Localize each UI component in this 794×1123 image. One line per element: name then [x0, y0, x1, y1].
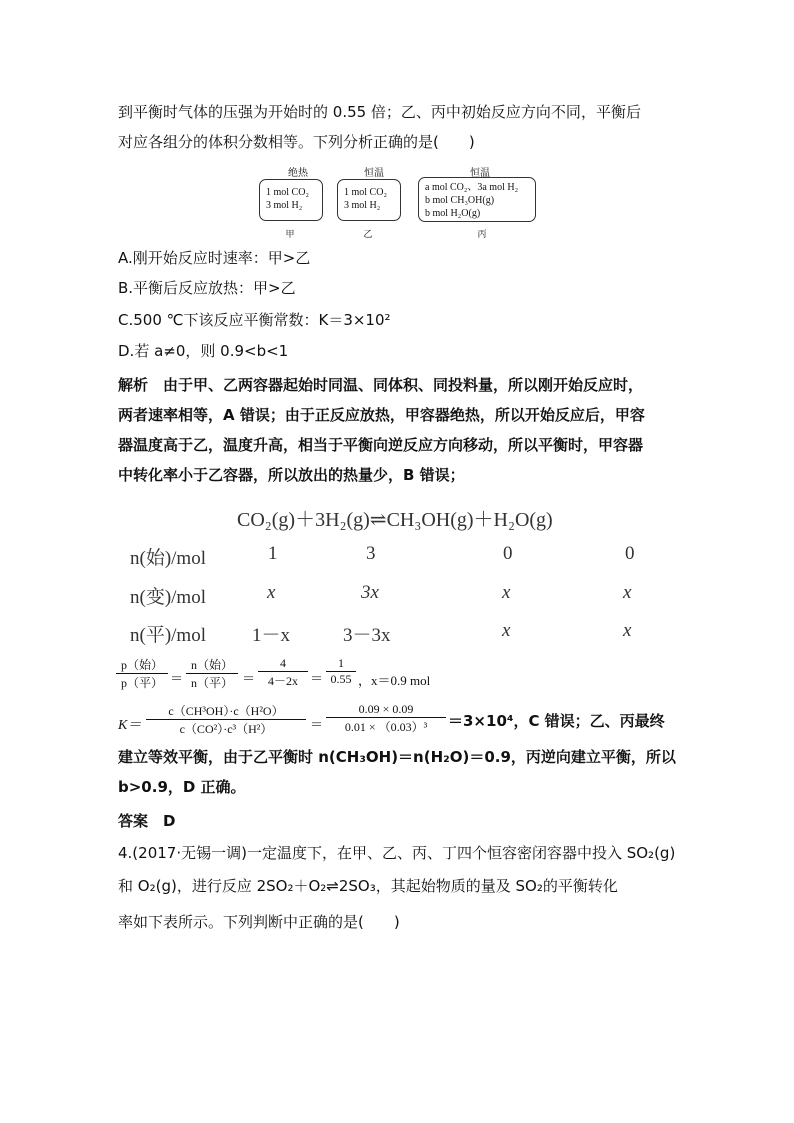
fraction-n: [186, 656, 238, 691]
equals-3: ＝: [310, 671, 324, 686]
option-a: A.刚开始反应时速率：甲>乙: [118, 249, 311, 267]
name-bing: 丙: [477, 230, 487, 240]
container-bing: [418, 177, 536, 222]
k-result: ＝3×10⁴，C 错误；乙、丙最终: [448, 712, 665, 730]
row-change-ch3oh: x: [502, 582, 511, 603]
equals-2: ＝: [242, 671, 256, 686]
row-start-label: n(始)/mol: [130, 548, 206, 569]
frac-055-den: 0.55: [330, 672, 352, 686]
question-4-line-1: 4.(2017·无锡一调)一定温度下，在甲、乙、丙、丁四个恒容密闭容器中投入 SO₂(g): [118, 844, 676, 862]
label-yi: 恒温: [364, 168, 384, 179]
container-yi: [337, 179, 401, 221]
row-change-h2: 3x: [361, 582, 379, 603]
row-eq-co2: 1－x: [252, 625, 291, 646]
fraction-4: [258, 656, 308, 689]
row-start-ch3oh: 0: [503, 543, 513, 564]
box-bing-line-2: b mol CH₃OH(g): [425, 195, 495, 206]
row-start-h2o: 0: [625, 543, 635, 564]
intro-line-1: 到平衡时气体的压强为开始时的 0.55 倍；乙、丙中初始反应方向不同，平衡后: [118, 103, 641, 121]
frac-4-den: 4－2x: [267, 674, 298, 688]
frac-p-num: p（始）: [116, 656, 168, 674]
fraction-055: [326, 656, 356, 687]
k-lead: K＝: [118, 718, 142, 733]
conclusion-line-1: 建立等效平衡，由于乙平衡时 n(CH₃OH)＝n(H₂O)＝0.9，丙逆向建立平衡，所以: [118, 748, 676, 766]
box-jia-line-1: 1 mol CO₂: [266, 187, 309, 198]
row-eq-label: n(平)/mol: [130, 625, 206, 646]
label-jia: 绝热: [288, 168, 308, 179]
name-jia: 甲: [285, 230, 295, 240]
label-bing: 恒温: [470, 168, 490, 179]
box-yi-line-2: 3 mol H₂: [344, 200, 381, 211]
answer: 答案 D: [118, 812, 176, 830]
frac-k-num: c（CH³OH）·c（H²O）: [146, 702, 306, 720]
frac-4-num: 4: [258, 656, 308, 672]
option-c: C.500 ℃下该反应平衡常数：K＝3×10²: [118, 311, 391, 329]
container-jia: [259, 179, 323, 221]
frac-055-num: 1: [326, 656, 356, 672]
frac-n-den: n（平）: [190, 676, 233, 690]
box-bing-line-1: a mol CO₂、3a mol H₂: [425, 182, 519, 193]
analysis-line-3: 器温度高于乙，温度升高，相当于平衡向逆反应方向移动，所以平衡时，甲容器: [118, 436, 644, 454]
row-change-h2o: x: [623, 582, 632, 603]
option-d: D.若 a≠0，则 0.9<b<1: [118, 342, 289, 360]
equals-1: ＝: [170, 671, 184, 686]
name-yi: 乙: [363, 230, 373, 240]
row-eq-h2o: x: [623, 620, 632, 641]
question-4-line-2: 和 O₂(g)，进行反应 2SO₂＋O₂⇌2SO₃，其起始物质的量及 SO₂的平衡转化: [118, 877, 618, 895]
analysis-line-2: 两者速率相等，A 错误；由于正反应放热，甲容器绝热，所以开始反应后，甲容: [118, 406, 645, 424]
option-b: B.平衡后反应放热：甲>乙: [118, 279, 296, 297]
box-bing-line-3: b mol H₂O(g): [425, 208, 481, 219]
fraction-p: [116, 656, 168, 691]
intro-line-2: 对应各组分的体积分数相等。下列分析正确的是( ): [118, 133, 475, 151]
box-jia-line-2: 3 mol H₂: [266, 200, 303, 211]
frac-k-den: c（CO²）·c³（H²）: [179, 722, 273, 736]
row-change-label: n(变)/mol: [130, 587, 206, 608]
conclusion-line-2: b>0.9，D 正确。: [118, 778, 246, 796]
question-4-line-3: 率如下表所示。下列判断中正确的是( ): [118, 913, 400, 931]
frac-n-num: n（始）: [186, 656, 238, 674]
row-change-co2: x: [267, 582, 276, 603]
analysis-line-1: 解析 由于甲、乙两容器起始时同温、同体积、同投料量，所以刚开始反应时，: [118, 376, 644, 394]
row-start-co2: 1: [268, 543, 278, 564]
analysis-line-4: 中转化率小于乙容器，所以放出的热量少，B 错误；: [118, 466, 465, 484]
equals-k: ＝: [310, 717, 324, 732]
frac-values-num: 0.09 × 0.09: [326, 702, 446, 718]
fraction-values: [326, 702, 446, 735]
reaction-equation: CO₂(g)＋3H₂(g)⇌CH₃OH(g)＋H₂O(g): [237, 509, 553, 531]
frac-p-den: p（平）: [120, 676, 163, 690]
row-eq-ch3oh: x: [502, 620, 511, 641]
fraction-k: [146, 702, 306, 737]
frac-values-den: 0.01 × （0.03）³: [344, 720, 428, 734]
box-yi-line-1: 1 mol CO₂: [344, 187, 387, 198]
row-eq-h2: 3－3x: [343, 625, 391, 646]
row-start-h2: 3: [366, 543, 376, 564]
x-result: ，x＝0.9 mol: [358, 673, 431, 688]
